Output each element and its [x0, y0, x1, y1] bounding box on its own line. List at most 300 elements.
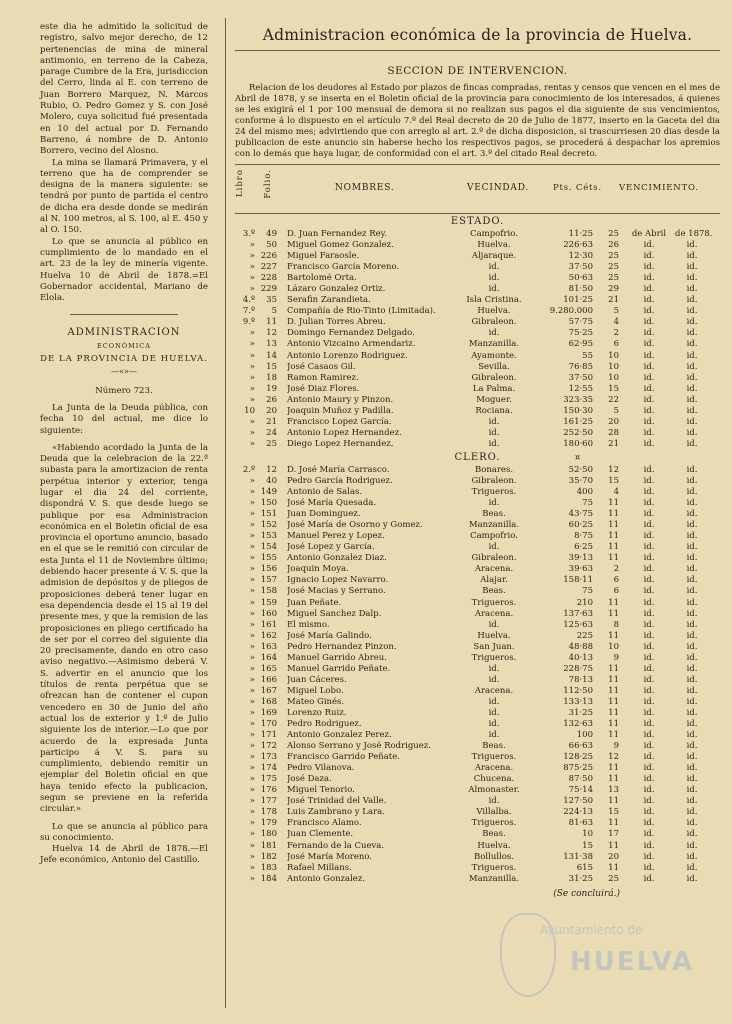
cell-m2: id.	[686, 597, 698, 608]
cell-day: 11	[608, 774, 619, 785]
cell-folio: 161	[260, 619, 277, 630]
cell-folio: 175	[260, 774, 277, 785]
cell-folio: 19	[266, 383, 277, 394]
cell-vec: Bonares.	[474, 464, 514, 475]
table-row	[235, 829, 720, 840]
cell-folio: 149	[260, 487, 277, 498]
cell-name: José Daza.	[287, 774, 332, 785]
cell-vec: Aljaraque.	[471, 251, 517, 262]
cell-day: 28	[608, 427, 619, 438]
cell-pts: 132·63	[563, 719, 593, 730]
cell-pts: 48·88	[568, 641, 593, 652]
cell-vec: id.	[488, 273, 500, 284]
cell-folio: 5	[271, 306, 277, 317]
page-title: Administracion económica de la provincia de Huelva.	[235, 26, 720, 51]
cell-pts: 39·13	[568, 553, 593, 564]
cell-vec: id.	[488, 796, 500, 807]
cell-name: José Casaos Gil.	[287, 361, 356, 372]
cell-name: Diego Lopez Hernandez.	[287, 438, 394, 449]
cell-day: 11	[608, 509, 619, 520]
cell-m2: id.	[686, 416, 698, 427]
cell-name: Juan Cáceres.	[287, 674, 347, 685]
cell-name: Mateo Ginés.	[287, 696, 345, 707]
cell-vec: Aracena.	[474, 763, 514, 774]
cell-vec: Huelva.	[477, 306, 511, 317]
cell-m1: id.	[643, 730, 655, 741]
cell-pts: 75·14	[568, 785, 593, 796]
cell-folio: 150	[260, 498, 277, 509]
table-header	[235, 164, 720, 214]
cell-folio: 25	[266, 438, 277, 449]
cell-m2: id.	[686, 273, 698, 284]
cell-day: 11	[608, 719, 619, 730]
cell-libro: 7.º	[242, 306, 255, 317]
table-row	[235, 763, 720, 774]
cell-m2: id.	[686, 707, 698, 718]
cell-pts: 35·70	[568, 475, 593, 486]
cell-m2: id.	[686, 829, 698, 840]
cell-m2: id.	[686, 509, 698, 520]
cell-day: 25	[608, 873, 619, 884]
table-row	[235, 428, 720, 439]
cell-day: 25	[608, 273, 619, 284]
table-row	[235, 697, 720, 708]
admin-subheading: ECONÓMICA	[97, 341, 151, 350]
cell-libro: 3.º	[242, 229, 255, 239]
cell-pts: 12·30	[568, 251, 593, 262]
table-row	[235, 317, 720, 328]
cell-name: Antonio Gonzalez Perez.	[287, 730, 392, 741]
left-column	[40, 22, 208, 867]
cell-name: Miguel Faraosle.	[287, 251, 360, 262]
table-row	[235, 564, 720, 575]
cell-libro: »	[249, 752, 255, 763]
cell-folio: 176	[260, 785, 277, 796]
cell-day: 20	[608, 416, 619, 427]
cell-name: José Trinidad del Valle.	[287, 796, 387, 807]
cell-m1: id.	[643, 575, 655, 586]
cell-m1: id.	[643, 251, 655, 262]
cell-vec: id.	[488, 730, 500, 741]
cell-name: Joaquin Moya.	[287, 564, 349, 575]
cell-day: 13	[608, 785, 619, 796]
cell-pts: 57·75	[568, 317, 593, 328]
cell-vec: Gibraleon.	[471, 372, 517, 383]
cell-libro: »	[249, 394, 255, 405]
cell-vec: Trigueros.	[471, 487, 517, 498]
cell-pts: 101·25	[563, 295, 593, 306]
cell-libro: »	[249, 785, 255, 796]
header-vencimiento: VENCIMIENTO.	[619, 183, 699, 193]
cell-m2: id.	[686, 394, 698, 405]
cell-m2: id.	[686, 796, 698, 807]
cell-m1: id.	[643, 284, 655, 295]
cell-folio: 171	[260, 730, 277, 741]
cell-vec: Trigueros.	[471, 752, 517, 763]
cell-m1: id.	[643, 405, 655, 416]
cell-m2: id.	[686, 383, 698, 394]
cell-vec: id.	[488, 438, 500, 449]
cell-day: 6	[613, 586, 619, 597]
cell-m1: id.	[643, 464, 655, 475]
cell-name: José Lopez y García.	[287, 542, 375, 553]
cell-vec: Campofrio.	[470, 229, 518, 239]
cell-m2: id.	[686, 520, 698, 531]
cell-pts: 224·13	[563, 807, 593, 818]
cell-libro: »	[249, 416, 255, 427]
cell-m1: id.	[643, 741, 655, 752]
cell-m1: id.	[643, 619, 655, 630]
cell-pts: 40·13	[568, 652, 593, 663]
cell-pts: 225	[576, 630, 593, 641]
admin-heading: ADMINISTRACION	[67, 327, 181, 339]
cell-name: Juan Peñate.	[287, 597, 342, 608]
cell-m1: id.	[643, 641, 655, 652]
cell-vec: id.	[488, 328, 500, 339]
cell-pts: 6·25	[574, 542, 593, 553]
cell-folio: 35	[266, 295, 277, 306]
cell-libro: »	[249, 553, 255, 564]
cell-vec: Aracena.	[474, 608, 514, 619]
cell-name: D. José María Carrasco.	[287, 464, 390, 475]
group-title	[235, 214, 720, 229]
cell-day: 11	[608, 630, 619, 641]
cell-m2: id.	[686, 807, 698, 818]
cell-day: 4	[613, 487, 619, 498]
cell-folio: 170	[260, 719, 277, 730]
cell-m2: id.	[686, 438, 698, 449]
cell-folio: 11	[266, 317, 277, 328]
cell-pts: 127·50	[563, 796, 593, 807]
cell-day: 11	[608, 531, 619, 542]
cell-m1: id.	[643, 707, 655, 718]
cell-libro: »	[249, 273, 255, 284]
watermark	[500, 905, 710, 1015]
cell-pts: 137·63	[563, 608, 593, 619]
cell-name: Antonio de Salas.	[287, 487, 363, 498]
cell-m1: de Abril	[631, 229, 667, 239]
cell-m1: id.	[643, 487, 655, 498]
cell-pts: 226·63	[563, 240, 593, 251]
cell-name: Francisco Alamo.	[287, 818, 362, 829]
cell-folio: 184	[260, 873, 277, 884]
cell-name: Francisco Lopez García.	[287, 416, 392, 427]
cell-vec: id.	[488, 542, 500, 553]
cell-libro: »	[249, 597, 255, 608]
cell-m1: id.	[643, 851, 655, 862]
cell-m2: id.	[686, 763, 698, 774]
cell-libro: »	[249, 652, 255, 663]
cell-folio: 165	[260, 663, 277, 674]
cell-name: José María Galindo.	[287, 630, 372, 641]
paragraph-firma: Huelva 14 de Abril de 1878.—El Jefe económico, Antonio del Castillo.	[40, 844, 208, 866]
cell-pts: 50·63	[568, 273, 593, 284]
cell-name: Antonio Lorenzo Rodriguez.	[287, 350, 408, 361]
cell-folio: 157	[260, 575, 277, 586]
cell-libro: »	[249, 829, 255, 840]
cell-name: Antonio Lopez Hernandez.	[287, 427, 402, 438]
cell-pts: 9.280.000	[549, 306, 593, 317]
cell-vec: Beas.	[482, 829, 506, 840]
cell-folio: 227	[260, 262, 277, 273]
cell-m1: id.	[643, 328, 655, 339]
cell-m1: id.	[643, 796, 655, 807]
cell-m1: id.	[643, 372, 655, 383]
cell-m1: id.	[643, 586, 655, 597]
cell-m1: id.	[643, 240, 655, 251]
table-row	[235, 273, 720, 284]
cell-vec: Trigueros.	[471, 597, 517, 608]
cell-m2: id.	[686, 619, 698, 630]
cell-m2: id.	[686, 350, 698, 361]
cell-pts: 62·95	[568, 339, 593, 350]
cell-vec: id.	[488, 619, 500, 630]
table-row	[235, 384, 720, 395]
cell-pts: 112·50	[563, 685, 593, 696]
cell-m2: id.	[686, 339, 698, 350]
cell-m2: id.	[686, 674, 698, 685]
cell-folio: 156	[260, 564, 277, 575]
paragraph-mina: este dia he admitido la solicitud de registro, salvo mejor derecho, de 12 pertenencias de mina de mineral antimonio, en terreno de la Cabeza, parage Cumbre de la Era, jurisdiccion del Cerro, linda al E. con terreno de Juan Borrero Marquez, N. Marcos Rubio, O. Pedro Gomez y S. con José Molero, cuya solicitud fué presentada en 10 del actual por D. Fernando Barreno, á nombre de D. Antonio Borrero, vecino del Alosno.	[40, 22, 208, 157]
cell-day: 10	[608, 372, 619, 383]
cell-folio: 166	[260, 674, 277, 685]
cell-m2: de 1878.	[675, 229, 713, 239]
cell-folio: 179	[260, 818, 277, 829]
table-row	[235, 620, 720, 631]
cell-m1: id.	[643, 317, 655, 328]
cell-name: Francisco Garrido Peñate.	[287, 752, 400, 763]
cell-vec: Bollullos.	[474, 851, 514, 862]
cell-name: Miguel Gomez Gonzalez.	[287, 240, 394, 251]
cell-folio: 160	[260, 608, 277, 619]
cell-m2: id.	[686, 240, 698, 251]
cell-folio: 49	[266, 229, 277, 239]
cell-folio: 174	[260, 763, 277, 774]
table-row	[235, 675, 720, 686]
table-row	[235, 542, 720, 553]
cell-m1: id.	[643, 608, 655, 619]
cell-m2: id.	[686, 818, 698, 829]
cell-name: Juan Dominguez.	[287, 509, 361, 520]
cell-day: 26	[608, 240, 619, 251]
table-row	[235, 465, 720, 476]
cell-pts: 43·75	[568, 509, 593, 520]
table-row	[235, 339, 720, 350]
table-row	[235, 752, 720, 763]
cell-name: Fernando de la Cueva.	[287, 840, 385, 851]
cell-folio: 178	[260, 807, 277, 818]
cell-day: 5	[613, 306, 619, 317]
intro-paragraph: Relacion de los deudores al Estado por plazos de fincas compradas, rentas y censos que vencen en el mes de Abril de 1878, y se inserta en el Boletin oficial de la provincia para conocimiento de los interesados, á quienes se les exigirá el 1 por 100 mensual de demora si no realizan sus pagos el dia siguiente de sus vencimientos, conforme á lo dispuesto en el artículo 7.º del Real decreto de 20 de Julio de 1877, inserto en la Gaceta del dia 24 del mismo mes; advirtiendo que con arreglo al art. 2.º de dicha disposicion, si trascurriesen 20 dias desde la publicacion de este anuncio sin haberse hecho los respectivos pagos, se procederá á despachar los apremios con lo demás que haya lugar, de conformidad con el art. 3.º del citado Real decreto.	[235, 83, 720, 159]
table-row	[235, 852, 720, 863]
cell-m1: id.	[643, 394, 655, 405]
cell-day: 11	[608, 663, 619, 674]
cell-folio: 155	[260, 553, 277, 564]
cell-name: Francisco García Moreno.	[287, 262, 400, 273]
cell-m2: id.	[686, 531, 698, 542]
debtor-table	[235, 214, 720, 885]
cell-day: 11	[608, 796, 619, 807]
cell-m2: id.	[686, 685, 698, 696]
cell-m2: id.	[686, 487, 698, 498]
cell-libro: »	[249, 475, 255, 486]
cell-folio: 24	[266, 427, 277, 438]
table-row	[235, 406, 720, 417]
cell-folio: 153	[260, 531, 277, 542]
cell-name: Pedro García Rodriguez.	[287, 475, 393, 486]
table-row	[235, 262, 720, 273]
cell-libro: »	[249, 240, 255, 251]
cell-vec: La Palma.	[472, 383, 516, 394]
cell-folio: 181	[260, 840, 277, 851]
header-vecindad: VECINDAD.	[467, 183, 530, 193]
cell-m1: id.	[643, 840, 655, 851]
cell-day: 10	[608, 361, 619, 372]
cell-libro: 2.º	[242, 464, 255, 475]
cell-name: Pedro Vilanova.	[287, 763, 355, 774]
table-row	[235, 351, 720, 362]
cell-libro: »	[249, 674, 255, 685]
cell-name: Manuel Perez y Lopez.	[287, 531, 385, 542]
cell-m2: id.	[686, 785, 698, 796]
table-row	[235, 509, 720, 520]
table-row	[235, 295, 720, 306]
cell-m1: id.	[643, 763, 655, 774]
cell-folio: 172	[260, 741, 277, 752]
cell-m1: id.	[643, 383, 655, 394]
cell-pts: 128·25	[563, 752, 593, 763]
cell-m2: id.	[686, 317, 698, 328]
cell-m2: id.	[686, 427, 698, 438]
right-column	[235, 22, 720, 899]
cell-folio: 20	[266, 405, 277, 416]
cell-name: D. Julian Torres Abreu.	[287, 317, 386, 328]
cell-name: Luis Zambrano y Lara.	[287, 807, 385, 818]
table-row	[235, 417, 720, 428]
cell-folio: 183	[260, 862, 277, 873]
cell-m1: id.	[643, 416, 655, 427]
cell-day: 11	[608, 542, 619, 553]
cell-day: 2	[613, 328, 619, 339]
cell-folio: 13	[266, 339, 277, 350]
cell-m1: id.	[643, 427, 655, 438]
cell-m1: id.	[643, 520, 655, 531]
paragraph-habiendo: «Habiendo acordado la Junta de la Deuda que la celebracion de la 22.ª subasta para la amortizacion de renta perpétua interior y exterior, tenga lugar el dia 24 del corriente, dispondrá V. S. que desde luego se publique por esa Administracion económica en el Boletin oficial de esa provincia el oportuno anuncio, basado en el que se le remitió con circular de esta Junta el 11 de Noviembre último; debiendo hacer presente á V. S. que la admision de depósitos y de pliegos de proposiciones deberá tener lugar en esa dependencia desde el 15 al 19 del presente mes, y que la remision de las proposiciones en pliego certificado ha de ser por el correo del siguiente dia 20 precisamente, dando en otro caso aviso negativo.—Asimismo deberá V. S. advertir en el anuncio que los títulos de renta perpétua que se ofrezcan han de contener el cupon vencedero en 30 de Junio del año actual los de exterior y 1.º de Julio siguiente los de interior.—Lo que por acuerdo de la expresada Junta participo á V. S. para su cumplimiento, debiendo remitir un ejemplar del Boletin oficial en que haya tenido efecto la publicacion, segun se previene en la referida circular.»	[40, 442, 208, 815]
cell-pts: 75	[582, 498, 593, 509]
cell-vec: Gibraleon.	[471, 475, 517, 486]
section-title: SECCION DE INTERVENCION.	[387, 65, 568, 77]
cell-libro: »	[249, 619, 255, 630]
cell-libro: »	[249, 251, 255, 262]
table-row	[235, 631, 720, 642]
cell-libro: »	[249, 564, 255, 575]
cell-pts: 158·11	[563, 575, 593, 586]
cell-name: Manuel Garrido Peñate.	[287, 663, 391, 674]
cell-m2: id.	[686, 719, 698, 730]
table-row	[235, 229, 720, 240]
header-folio: Folio.	[263, 169, 273, 199]
cell-name: Ignacio Lopez Navarro.	[287, 575, 389, 586]
table-row	[235, 586, 720, 597]
cell-vec: Trigueros.	[471, 652, 517, 663]
cell-day: 29	[608, 284, 619, 295]
cell-vec: Gibraleon.	[471, 553, 517, 564]
cell-folio: 40	[266, 475, 277, 486]
cell-day: 11	[608, 840, 619, 851]
cell-m1: id.	[643, 674, 655, 685]
cell-vec: Moguer.	[476, 394, 512, 405]
cell-m1: id.	[643, 862, 655, 873]
table-row	[235, 531, 720, 542]
cell-day: 15	[608, 475, 619, 486]
cell-m2: id.	[686, 464, 698, 475]
cell-day: 11	[608, 498, 619, 509]
table-row	[235, 240, 720, 251]
cell-vec: Beas.	[482, 741, 506, 752]
cell-name: José María de Osorno y Gomez.	[287, 520, 423, 531]
cell-m2: id.	[686, 873, 698, 884]
cell-folio: 21	[266, 416, 277, 427]
cell-name: Juan Clemente.	[287, 829, 354, 840]
cell-libro: »	[249, 339, 255, 350]
cell-vec: Trigueros.	[471, 862, 517, 873]
cell-m2: id.	[686, 306, 698, 317]
cell-vec: Chucena.	[473, 774, 515, 785]
cell-m1: id.	[643, 785, 655, 796]
cell-m2: id.	[686, 542, 698, 553]
cell-m1: id.	[643, 652, 655, 663]
cell-vec: id.	[488, 707, 500, 718]
cell-m1: id.	[643, 597, 655, 608]
cell-name: José María Quesada.	[287, 498, 377, 509]
cell-m2: id.	[686, 730, 698, 741]
cell-libro: 4.º	[242, 295, 255, 306]
cell-libro: »	[249, 774, 255, 785]
cell-day: 11	[608, 763, 619, 774]
cell-pts: 81·50	[568, 284, 593, 295]
paragraph-anuncio-mina: Lo que se anuncia al público en cumplimiento de lo mandado en el art. 23 de la ley de minería vigente. Huelva 10 de Abril de 1878.=El Gobernador accidental, Mariano de Elola.	[40, 236, 208, 304]
cell-folio: 151	[260, 509, 277, 520]
cell-day: 11	[608, 707, 619, 718]
cell-pts: 37·50	[568, 372, 593, 383]
table-row	[235, 741, 720, 752]
cell-vec: Manzanilla.	[468, 520, 520, 531]
cell-pts: 210	[576, 597, 593, 608]
cell-pts: 323·35	[563, 394, 593, 405]
cell-libro: »	[249, 531, 255, 542]
cell-day: 25	[608, 262, 619, 273]
table-row	[235, 328, 720, 339]
cell-pts: 78·13	[568, 674, 593, 685]
cell-name: Miguel Sanchez Dalp.	[287, 608, 382, 619]
cell-name: Bartolomé Orta.	[287, 273, 357, 284]
cell-day: 11	[608, 520, 619, 531]
cell-day: 11	[608, 696, 619, 707]
table-row	[235, 664, 720, 675]
table-row	[235, 686, 720, 697]
cell-day: 6	[613, 575, 619, 586]
cell-vec: Manzanilla.	[468, 873, 520, 884]
cell-name: Rafael Millans.	[287, 862, 352, 873]
cell-day: 11	[608, 730, 619, 741]
cell-m1: id.	[643, 818, 655, 829]
cell-pts: 131·38	[563, 851, 593, 862]
cell-libro: »	[249, 840, 255, 851]
cell-libro: »	[249, 427, 255, 438]
cell-m2: id.	[686, 405, 698, 416]
continuation-note: (Se concluirá.)	[553, 888, 620, 899]
cell-libro: »	[249, 862, 255, 873]
